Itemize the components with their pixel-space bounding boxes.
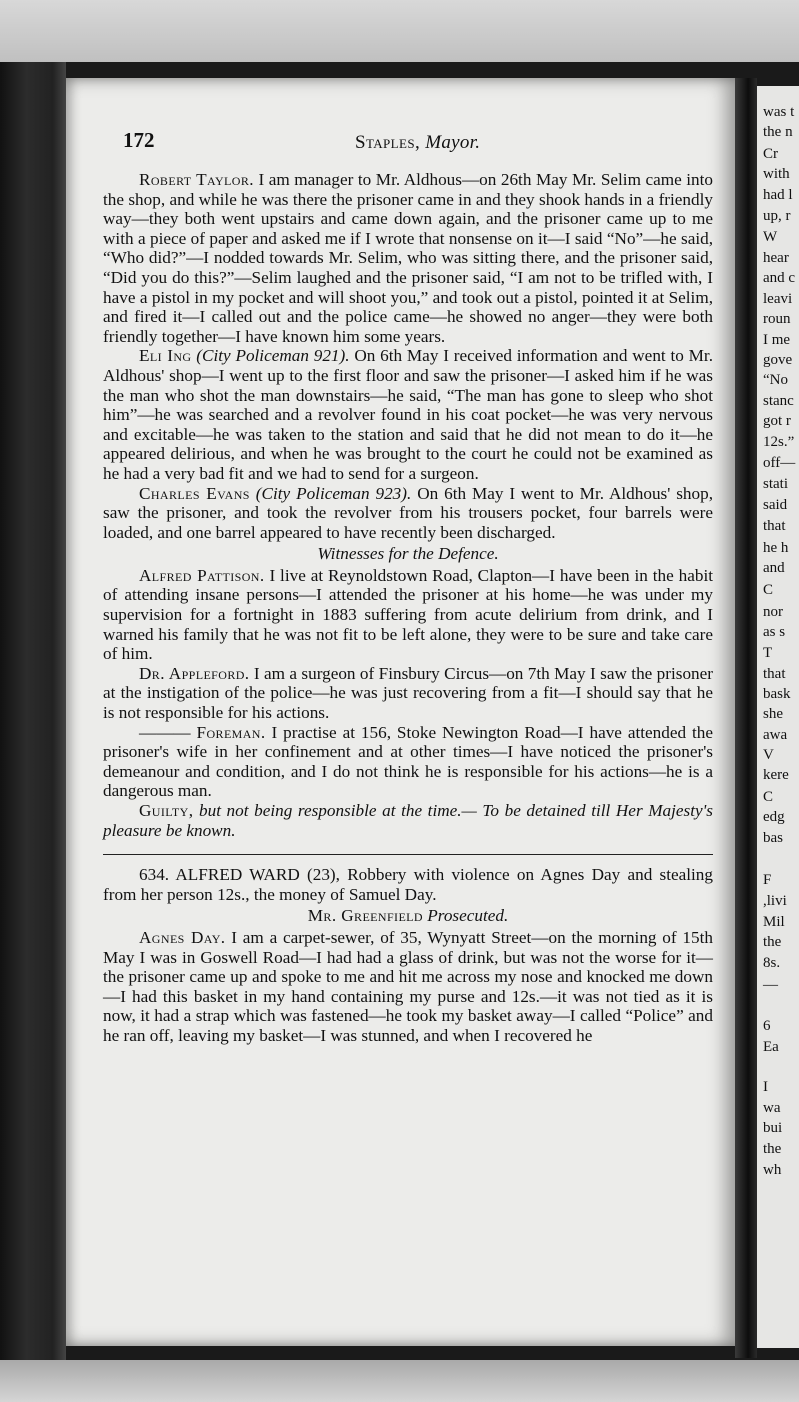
facing-page-fragment: T xyxy=(763,645,773,661)
testimony-robert-taylor xyxy=(103,170,713,346)
facing-page-fragment: with xyxy=(763,166,790,182)
testimony-alfred-pattison xyxy=(103,566,713,664)
prosecutor-role: Prosecuted. xyxy=(427,906,509,926)
speaker-role: (City Policeman 921). xyxy=(196,346,350,366)
facing-page-fragment: V xyxy=(763,747,774,763)
facing-page-fragment: had l xyxy=(763,187,793,203)
facing-page-fragment: 12s.” xyxy=(763,434,795,450)
speaker-name: Dr. Appleford. xyxy=(139,663,250,683)
facing-page xyxy=(757,86,799,1348)
facing-page-fragment: edg xyxy=(763,809,785,825)
testimony-text: I practise at 156, Stoke Newington Road—I have attended the prisoner's wife in her confinement and at other times—I have noticed the prisoner's demeanour and condition, and I do not think he is responsible for his actions—he is a dangerous man. xyxy=(103,722,714,801)
defence-heading: Witnesses for the Defence. xyxy=(317,544,499,564)
facing-page-fragment: the xyxy=(763,934,782,950)
facing-page-fragment: the n xyxy=(763,124,793,140)
facing-page-fragment: kere xyxy=(763,767,789,783)
speaker-name: Foreman. xyxy=(196,722,266,742)
facing-page-fragment: up, r xyxy=(763,208,791,224)
speaker-name: Eli Ing xyxy=(139,346,192,366)
facing-page-fragment: I me xyxy=(763,332,791,348)
scan-background-top xyxy=(0,0,799,70)
section-divider xyxy=(103,854,713,855)
facing-page-fragment: he h xyxy=(763,540,789,556)
verdict-guilty: Guilty, xyxy=(139,801,194,820)
facing-page-fragment: wh xyxy=(763,1162,782,1178)
verdict xyxy=(103,801,713,840)
facing-page-fragment: leavi xyxy=(763,291,793,307)
running-head-name: Staples, xyxy=(355,132,421,153)
case-heading: 634. ALFRED WARD (23), Robbery with violence on Agnes Day and stealing from her person 12s., the money of Samuel Day. xyxy=(103,865,713,904)
testimony-text: On 6th May I went to Mr. Aldhous' shop, saw the prisoner, and took the revolver from his trousers pocket, four barrels were loaded, and one barrel appeared to have recently been discharged. xyxy=(103,483,714,542)
facing-page-fragment: I xyxy=(763,1079,768,1095)
facing-page-fragment: wa xyxy=(763,1100,781,1116)
facing-page-fragment: — xyxy=(763,977,778,993)
speaker-name: Agnes Day. xyxy=(139,927,226,947)
facing-page-fragment: she xyxy=(763,706,783,722)
testimony-text: I live at Reynoldstown Road, Clapton—I have been in the habit of attending insane persons—I attended the prisoner at his home—he was under my supervision for a fortnight in 1883 suffering from acute delirium from drink, and I warned his family that he was not fit to be left alone, they were to be sure and take care of him. xyxy=(103,565,714,664)
scan-background-bottom xyxy=(0,1360,799,1402)
facing-page-fragment: “No xyxy=(763,372,788,388)
testimony-text: I am a carpet-sewer, of 35, Wynyatt Street—on the morning of 15th May I was in Goswell Road—I had had a glass of drink, but was not the worse for it—the prisoner came up and spoke to me and hit me across my nose and knocked me down—I had this basket in my hand containing my purse and 12s.—it was not tied as it is now, it had a strap which was fastened—he took my basket away—I called “Police” and he ran off, leaving my basket—I was stunned, and when I recovered he xyxy=(103,927,713,1045)
testimony-dr-appleford xyxy=(103,664,713,723)
facing-page-fragment: the xyxy=(763,1141,782,1157)
speaker-role: (City Policeman 923). xyxy=(255,483,412,503)
prosecution-line xyxy=(103,906,713,926)
facing-page-fragment: that xyxy=(763,518,786,534)
facing-page-fragment: 8s. xyxy=(763,955,781,971)
page-number: 172 xyxy=(123,128,155,152)
facing-page-fragment: stanc xyxy=(763,393,794,409)
facing-page-fragment: 6 xyxy=(763,1018,771,1034)
testimony-text: On 6th May I received information and went to Mr. Aldhous' shop—I went up to the first floor and saw the prisoner—I asked him if he was the man who shot the man downstairs—he said, “The man has gone to sleep who shot him”—he was searched and a revolver found in his coat pocket—he was very nervous and excitable—he was taken to the station and said that he did not mean to do it—he appeared delirious, and when he was brought to the court he could not be examined as he had a very bad fit and we had to send for a surgeon. xyxy=(103,346,713,483)
facing-page-fragment: and c xyxy=(763,270,796,286)
facing-page-fragment: ,livi xyxy=(763,893,787,909)
testimony-text: I am a surgeon of Finsbury Circus—on 7th May I saw the prisoner at the instigation of the police—he was just recovering from a fit—I should say that he is not responsible for his actions. xyxy=(103,663,714,723)
facing-page-fragment: off— xyxy=(763,455,796,471)
speaker-name: Charles Evans xyxy=(139,483,250,503)
running-head-title: Mayor. xyxy=(425,132,481,153)
facing-page-fragment: C xyxy=(763,789,774,805)
facing-page-fragment: Mil xyxy=(763,914,785,930)
book-gutter xyxy=(735,78,757,1358)
running-head xyxy=(355,132,480,154)
facing-page-fragment: Cr xyxy=(763,146,778,162)
page-body xyxy=(103,170,713,1046)
facing-page-fragment: Ea xyxy=(763,1039,779,1055)
prosecutor-name: Mr. Greenfield xyxy=(307,906,423,926)
testimony-eli-ing xyxy=(103,346,713,483)
facing-page-fragment: gove xyxy=(763,352,793,368)
verdict-text: but not being responsible at the time.— To be detained till Her Majesty's pleasure be known. xyxy=(103,801,713,840)
book-edge-left xyxy=(0,62,66,1380)
testimony-agnes-day xyxy=(103,928,713,1046)
facing-page-fragment: awa xyxy=(763,727,788,743)
facing-page-fragment: that xyxy=(763,666,786,682)
facing-page-fragment: roun xyxy=(763,311,791,327)
facing-page-fragment: W xyxy=(763,229,778,245)
testimony-text: I am manager to Mr. Aldhous—on 26th May Mr. Selim came into the shop, and while he was there the prisoner came in and they shook hands in a friendly way—they both went upstairs and came down again, and the prisoner came up to me with a piece of paper and asked me if I wrote that nonsense on it—I said “No”—he said, “Who did?”—I nodded towards Mr. Selim, who was sitting there, and the prisoner said, “Did you do this?”—Selim laughed and the prisoner said, “I am not to be trifled with, I have a pistol in my pocket and will shoot you,” and took out a pistol, pointed it at Selim, and fired it—I called out and the police came—he showed no anger—they were both friendly together—I have known him some years. xyxy=(103,170,713,346)
facing-page-fragment: as s xyxy=(763,624,786,640)
facing-page-fragment: said xyxy=(763,497,788,513)
facing-page-fragment: hear xyxy=(763,250,789,266)
testimony-charles-evans xyxy=(103,484,713,543)
facing-page-fragment: C xyxy=(763,582,774,598)
facing-page-fragment: was t xyxy=(763,104,795,120)
facing-page-fragment: F xyxy=(763,872,772,888)
facing-page-fragment: nor xyxy=(763,604,783,620)
facing-page-fragment: bask xyxy=(763,686,791,702)
speaker-name: Alfred Pattison. xyxy=(139,565,265,585)
page-header xyxy=(123,126,713,158)
speaker-dash: ——— xyxy=(139,722,191,742)
facing-page-fragment: stati xyxy=(763,476,788,492)
facing-page-fragment: got r xyxy=(763,413,791,429)
facing-page-fragment: bui xyxy=(763,1120,783,1136)
facing-page-fragment: and xyxy=(763,560,785,576)
speaker-name: Robert Taylor. xyxy=(139,170,254,189)
facing-page-fragment: bas xyxy=(763,830,783,846)
testimony-foreman xyxy=(103,723,713,801)
